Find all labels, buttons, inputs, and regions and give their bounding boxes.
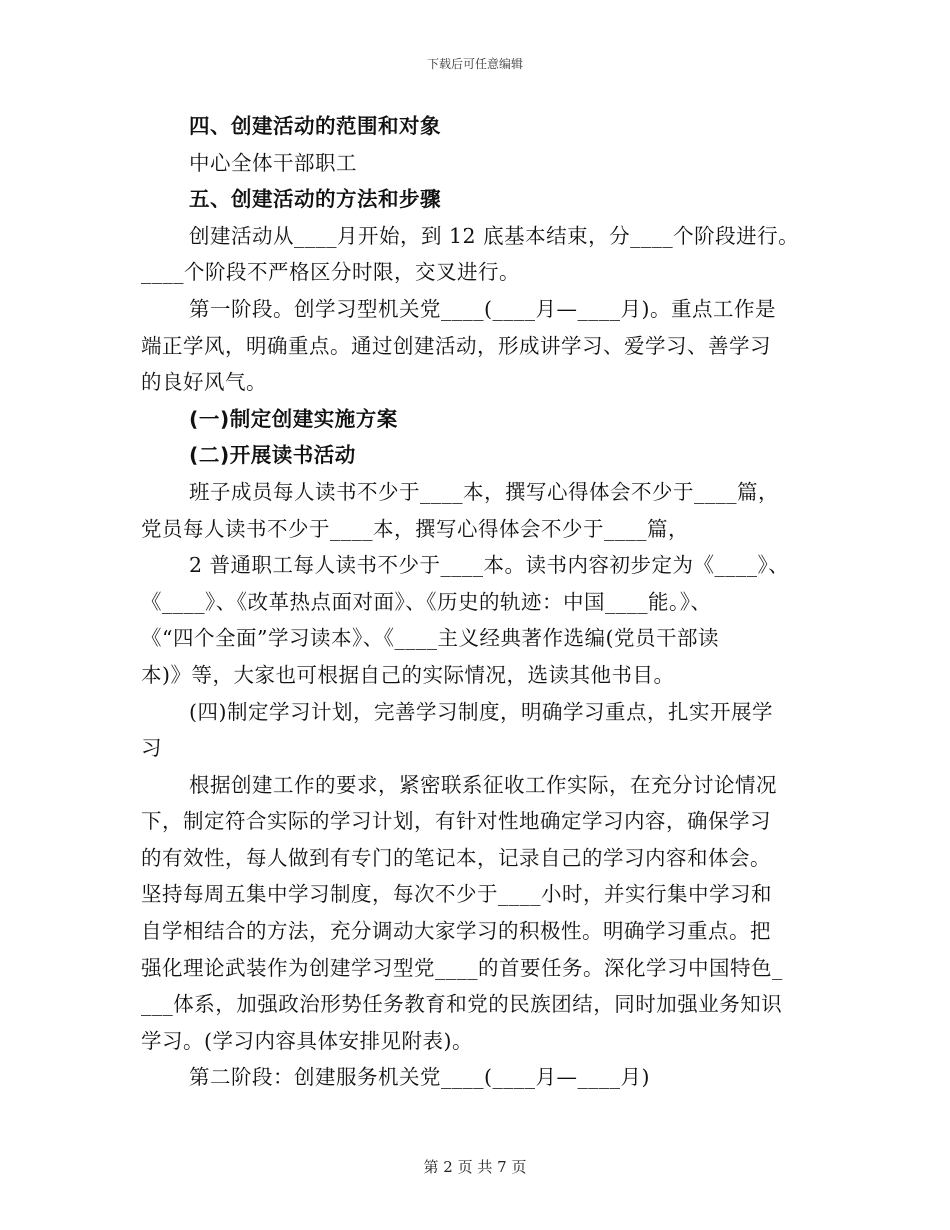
paragraph-line: 自学相结合的方法，充分调动大家学习的积极性。明确学习重点。把: [141, 919, 771, 944]
document-body: [141, 108, 807, 1096]
paragraph-line: 的有效性，每人做到有专门的笔记本，记录自己的学习内容和体会。: [141, 845, 771, 870]
paragraph-line: 习: [141, 736, 162, 761]
paragraph-line: 的良好风气。: [141, 370, 267, 395]
paragraph-line: 根据创建工作的要求，紧密联系征收工作实际，在充分讨论情况: [189, 772, 777, 797]
paragraph-line: 坚持每周五集中学习制度，每次不少于____小时，并实行集中学习和: [141, 882, 772, 907]
subheading-implementation-plan: (一)制定创建实施方案: [189, 406, 398, 431]
paragraph-line: 党员每人读书不少于____本，撰写心得体会不少于____篇，: [141, 516, 689, 541]
paragraph-line: 下，制定符合实际的学习计划，有针对性地确定学习内容，确保学习: [141, 809, 771, 834]
paragraph-line: 《____》、《改革热点面对面》、《历史的轨迹：中国____能。》、: [141, 589, 712, 614]
paragraph-line: 强化理论武装作为创建学习型党____的首要任务。深化学习中国特色_: [141, 955, 783, 980]
page-number-footer: 第 2 页 共 7 页: [423, 1158, 527, 1176]
page-header-note: 下载后可任意编辑: [426, 57, 523, 71]
paragraph-line: 端正学风，明确重点。通过创建活动，形成讲学习、爱学习、善学习: [141, 333, 771, 358]
paragraph-line: ___体系，加强政治形势任务教育和党的民族团结，同时加强业务知识: [141, 992, 783, 1017]
paragraph-line: 2 普通职工每人读书不少于____本。读书内容初步定为《____》、: [189, 553, 790, 578]
subheading-reading-activity: (二)开展读书活动: [189, 443, 356, 468]
section-heading-scope: 四、创建活动的范围和对象: [189, 114, 441, 138]
paragraph-line: 本)》等，大家也可根据自己的实际情况，选读其他书目。: [141, 662, 675, 687]
paragraph-line: 《“四个全面”学习读本》、《____主义经典著作选编(党员干部读: [141, 626, 719, 651]
paragraph-line: ____个阶段不严格区分时限，交叉进行。: [141, 260, 520, 285]
paragraph-line: 创建活动从____月开始，到 12 底基本结束，分____个阶段进行。: [189, 223, 800, 248]
paragraph-line: (四)制定学习计划，完善学习制度，明确学习重点，扎实开展学: [189, 699, 773, 724]
paragraph-line: 第一阶段。创学习型机关党____(____月—____月)。重点工作是: [189, 296, 776, 321]
paragraph-line: 中心全体干部职工: [189, 150, 357, 175]
paragraph-line: 学习。(学习内容具体安排见附表)。: [141, 1028, 473, 1053]
section-heading-methods: 五、创建活动的方法和步骤: [189, 187, 441, 212]
paragraph-line: 第二阶段：创建服务机关党____(____月—____月): [189, 1065, 650, 1090]
paragraph-line: 班子成员每人读书不少于____本，撰写心得体会不少于____篇，: [189, 479, 779, 504]
